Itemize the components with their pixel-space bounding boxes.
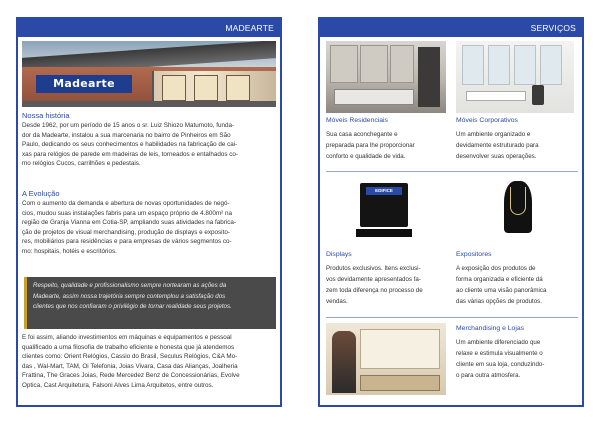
page-madearte bbox=[16, 17, 282, 407]
page-servicos bbox=[318, 17, 584, 407]
page-header-servicos: SERVIÇOS bbox=[320, 19, 582, 37]
jewelry-bust-photo bbox=[490, 177, 546, 239]
display-stand-photo bbox=[356, 177, 412, 239]
clientes-text: E foi assim, aliando investimentos em máquinas e equipamentos e pessoal qualificado a uma filosofia de trabalho eficiente e honesta que já atendemos clientes como: Orient Relógios, Cassio do Brasil, Seculus Relógios, C&A Mo- das , Wal-Mart, TAM, Oi Telefonia, Joias Vivara, Casa das Alianças, Joalheria Frattina, The Graces Joias, Rede Mercedez Benz de Concessionárias, Evolve Optica, Cast Arquitetura, Falsoni Alves Lima Arquitetos, entre outros. bbox=[22, 334, 240, 389]
evolucao-title: A Evolução bbox=[22, 189, 60, 198]
corporate-office-photo bbox=[456, 41, 574, 113]
residential-kitchen-photo bbox=[326, 41, 446, 113]
divider bbox=[326, 317, 578, 318]
page-header-madearte: MADEARTE bbox=[18, 19, 280, 37]
storefront-photo bbox=[22, 41, 276, 107]
service-text-residenciais: Sua casa aconchegante e preparada para lhe proporcionar conforto e qualidade de vida. bbox=[326, 131, 415, 160]
service-text-expositores: A exposição dos produtos de forma organizada e eficiente dá ao cliente uma visão panorâmica das várias opções de produtos. bbox=[456, 265, 547, 305]
service-text-corporativos: Um ambiente organizado e devidamente estruturado para desenvolver suas operações. bbox=[456, 131, 539, 160]
store-interior-photo bbox=[326, 323, 446, 395]
service-title-merchandising: Merchandising e Lojas bbox=[456, 325, 525, 332]
service-title-residenciais: Móveis Residenciais bbox=[326, 117, 388, 124]
service-title-expositores: Expositores bbox=[456, 251, 492, 258]
service-title-displays: Displays bbox=[326, 251, 352, 258]
service-text-merchandising: Um ambiente diferenciado que relaxe e estimula visualmente o cliente em sua loja, conduzindo- o para outra atmosfera. bbox=[456, 339, 545, 379]
display-brand-label: EDIFICE bbox=[366, 187, 402, 195]
evolucao-text: Com o aumento da demanda e abertura de novas oportunidades de negó- cios, mudou suas instalações fabris para um espaço próprio de 4.800m² na região de Granja Vianna em Cotia-SP, ampliando suas atividades na fabrica- ção de projetos de visual merchandising, produção de displays e exposito- res, mobiliários para residências e para empresas de vários segmentos co- mo: hospitais, hotéis e escritórios. bbox=[22, 200, 236, 255]
service-text-displays: Produtos exclusivos. Itens exclusi- vos devidamente apresentados fa- zem toda diferença no processo de vendas. bbox=[326, 265, 423, 305]
quote-block: Respeito, qualidade e profissionalismo sempre nortearam as ações da Madearte, assim nossa trajetória sempre contemplou a satisfação dos clientes que nos confiaram o privilégio de tornar realidade seus projetos. bbox=[24, 277, 276, 329]
madearte-logo: Madearte bbox=[36, 75, 132, 93]
historia-title: Nossa história bbox=[22, 111, 70, 120]
divider bbox=[326, 171, 578, 172]
service-title-corporativos: Móveis Corporativos bbox=[456, 117, 518, 124]
historia-text: Desde 1962, por um período de 15 anos o sr. Luiz Shiozo Matumoto, funda- dor da Madearte, instalou a sua marcenaria no bairro de Pinheiros em São Paulo, dedicando os seus conhecimentos e habilidades na fabricação de cai- xas para relógios de parede em madeiras de leis, torneados e entalhados co- mo relógios Cucos, carrilhões e pedestais. bbox=[22, 122, 238, 168]
